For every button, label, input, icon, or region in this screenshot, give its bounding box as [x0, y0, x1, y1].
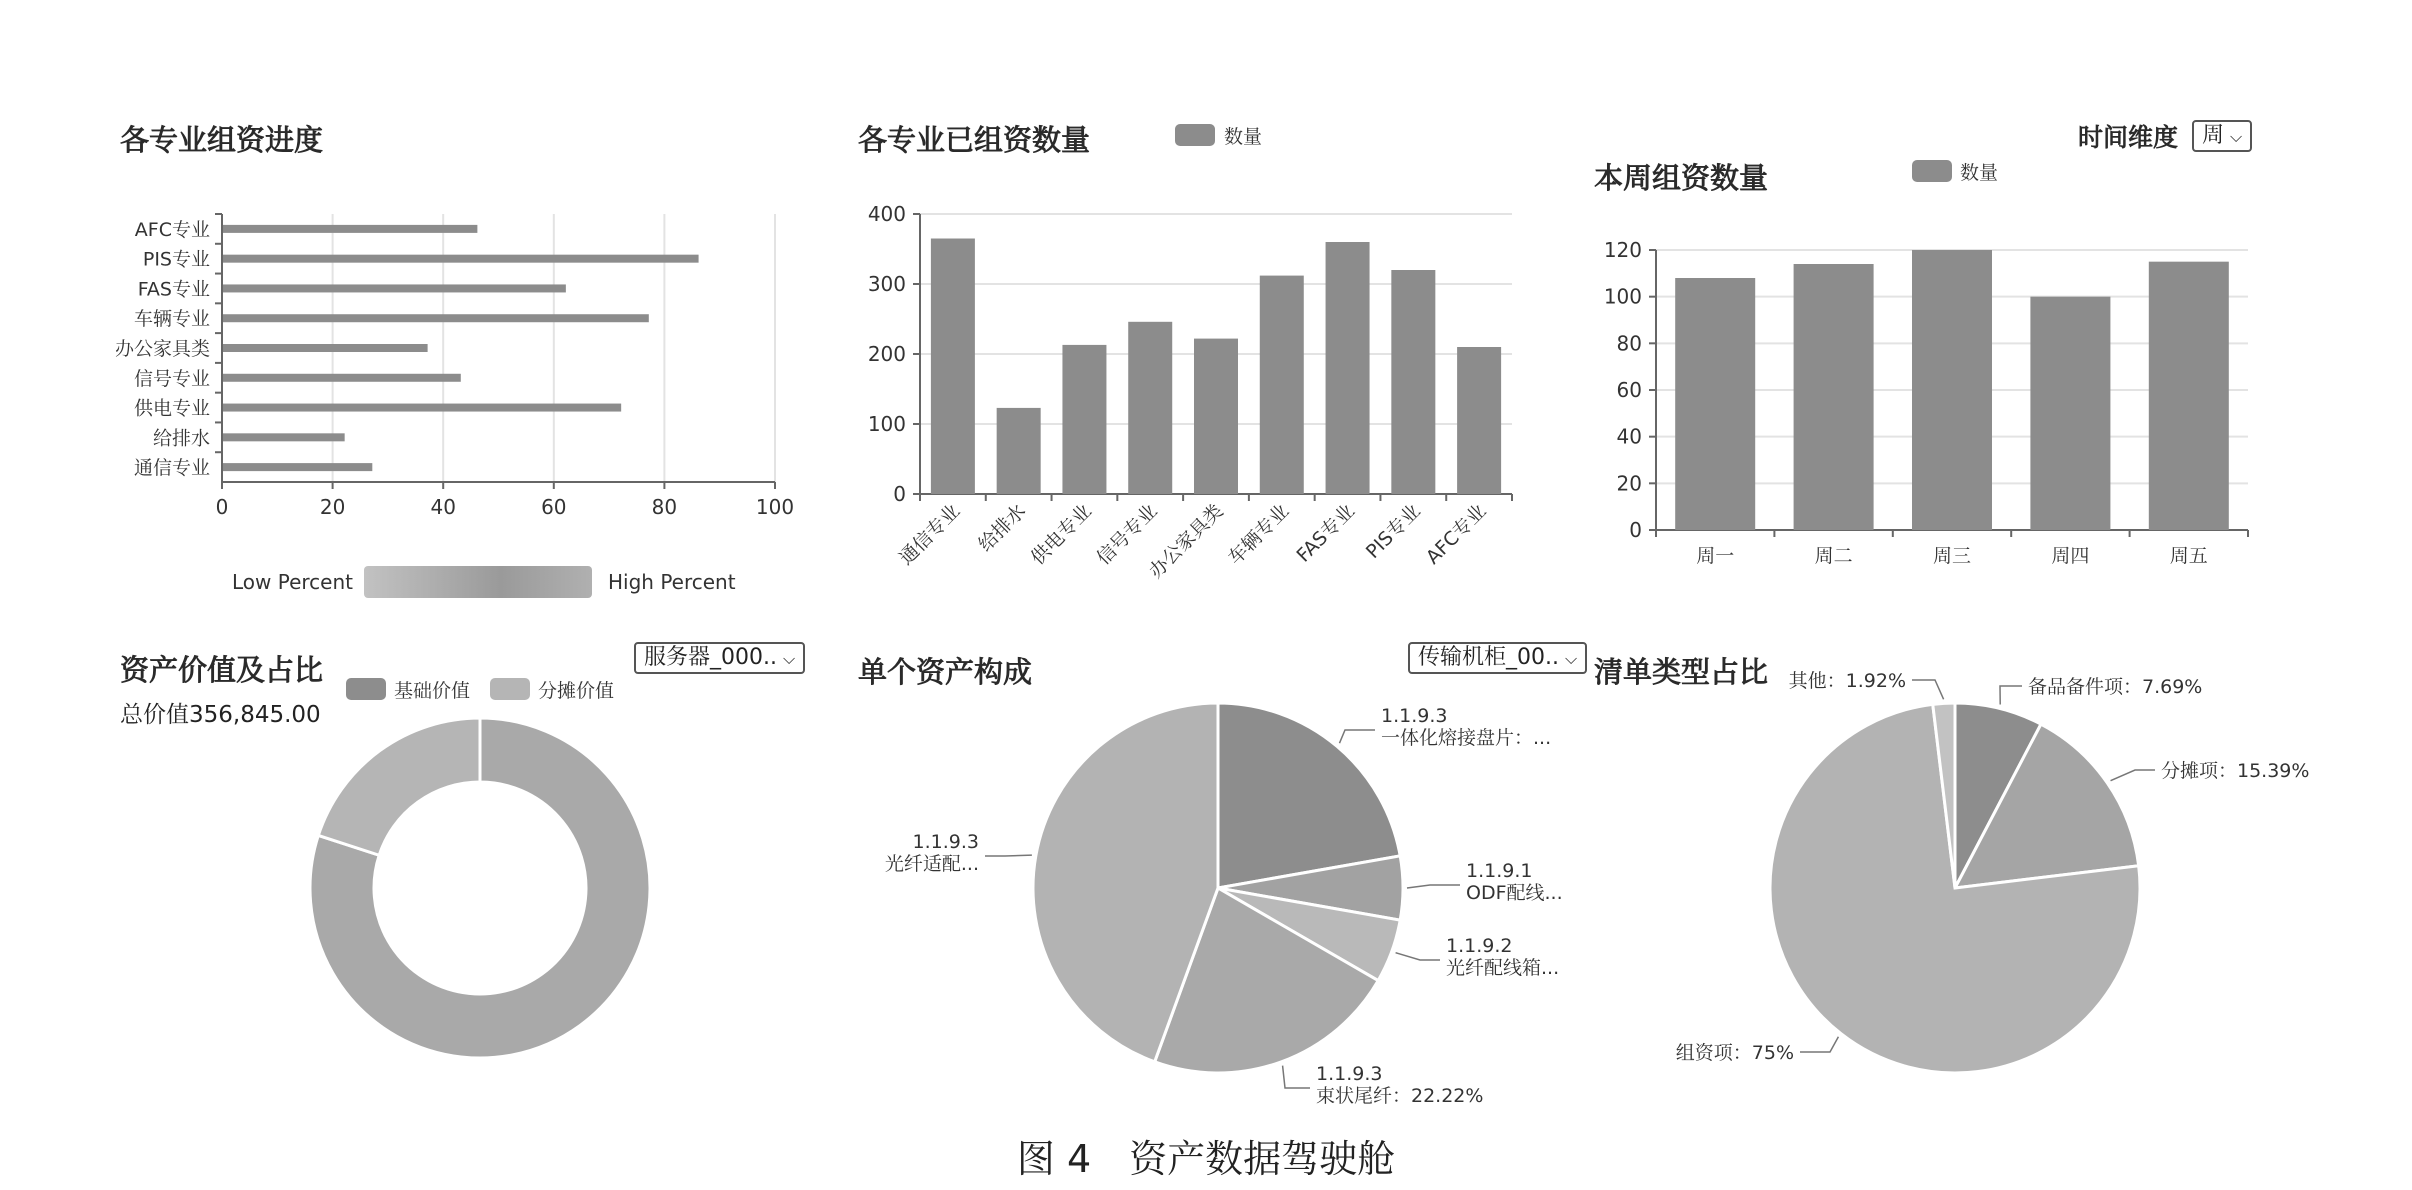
slice-label: 1.1.9.1 — [1466, 860, 1533, 882]
slice-label: ODF配线... — [1466, 882, 1563, 904]
y-tick-label: 100 — [1603, 284, 1642, 309]
y-tick-label: 车辆专业 — [133, 308, 210, 331]
panel2-title: 各专业已组资数量 — [858, 123, 1091, 157]
x-tick-label: 信号专业 — [1092, 499, 1162, 570]
chevron-down-icon: ⌵ — [1564, 649, 1578, 668]
x-tick-label: FAS专业 — [1292, 499, 1360, 567]
slice-label: 1.1.9.3 — [912, 831, 979, 853]
x-tick-label: 100 — [755, 495, 795, 519]
cabinet-asset-value: 传输机柜_00.. — [1418, 645, 1559, 670]
chevron-down-icon: ⌵ — [782, 649, 796, 668]
time-dimension-value: 周 — [2202, 123, 2225, 148]
y-tick-label: 0 — [1629, 518, 1642, 542]
x-tick-label: PIS专业 — [1361, 499, 1425, 564]
y-tick-label: 60 — [1616, 378, 1642, 402]
y-tick-label: 120 — [1603, 238, 1642, 262]
y-tick-label: 40 — [1616, 424, 1642, 449]
x-tick-label: 周二 — [1814, 545, 1853, 567]
panel2-legend-label[interactable]: 数量 — [1224, 126, 1263, 148]
x-tick-label: 0 — [215, 495, 229, 519]
y-tick-label: PIS专业 — [142, 248, 210, 271]
figure-caption: 图 4 资产数据驾驶舱 — [1016, 1137, 1396, 1181]
x-tick-label: 周三 — [1932, 545, 1972, 567]
slice-label: 束状尾纤：22.22% — [1316, 1085, 1484, 1107]
server-asset-value: 服务器_000.. — [644, 645, 777, 670]
y-tick-label: 给排水 — [152, 427, 210, 450]
slice-label: 其他：1.92% — [1788, 670, 1906, 692]
slice-label: 1.1.9.2 — [1446, 935, 1513, 957]
y-tick-label: 300 — [867, 272, 906, 296]
y-tick-label: 200 — [867, 342, 906, 366]
x-tick-label: AFC专业 — [1421, 499, 1491, 569]
panel4-title: 资产价值及占比 — [120, 653, 324, 687]
y-tick-label: 0 — [893, 482, 906, 506]
label-leader-line — [1912, 680, 1944, 699]
x-tick-label: 周一 — [1696, 545, 1735, 567]
visual-map-high-label: High Percent — [608, 570, 736, 594]
slice-label: 1.1.9.3 — [1381, 705, 1448, 727]
x-tick-label: 周五 — [2169, 545, 2208, 567]
panel3-legend-label[interactable]: 数量 — [1960, 162, 1999, 184]
y-tick-label: 办公家具类 — [114, 338, 210, 360]
x-tick-label: 20 — [319, 495, 346, 519]
y-tick-label: 信号专业 — [133, 367, 210, 390]
y-tick-label: AFC专业 — [134, 218, 210, 241]
panel6-title: 清单类型占比 — [1594, 655, 1769, 689]
chevron-down-icon: ⌵ — [2230, 127, 2243, 146]
total-value: 总价值356,845.00 — [120, 702, 321, 728]
y-tick-label: 通信专业 — [133, 457, 210, 480]
slice-label: 1.1.9.3 — [1316, 1063, 1383, 1085]
x-tick-label: 车辆专业 — [1224, 499, 1294, 570]
label-leader-line — [2111, 770, 2155, 781]
y-tick-label: 供电专业 — [133, 397, 210, 420]
y-tick-label: 80 — [1616, 331, 1642, 356]
x-tick-label: 周四 — [2051, 545, 2090, 567]
slice-label: 光纤配线箱... — [1446, 957, 1560, 979]
legend-label-base-value[interactable]: 基础价值 — [394, 680, 471, 702]
label-leader-line — [1800, 1037, 1838, 1052]
y-tick-label: 100 — [867, 412, 906, 436]
slice-label: 组资项：75% — [1675, 1042, 1794, 1064]
x-tick-label: 通信专业 — [895, 499, 965, 570]
slice-label: 备品备件项：7.69% — [2028, 676, 2203, 698]
y-tick-label: 400 — [867, 202, 906, 226]
x-tick-label: 办公家具类 — [1144, 499, 1228, 583]
time-dimension-label: 时间维度 — [2078, 123, 2179, 152]
panel1-title: 各专业组资进度 — [120, 123, 324, 157]
panel3-title: 本周组资数量 — [1594, 161, 1769, 195]
slice-label: 一体化熔接盘片：... — [1381, 727, 1552, 749]
visual-map-low-label: Low Percent — [232, 570, 353, 594]
panel5-title: 单个资产构成 — [858, 655, 1033, 689]
label-leader-line — [2000, 686, 2022, 704]
x-tick-label: 40 — [430, 495, 456, 519]
slice-label: 光纤适配... — [884, 853, 979, 875]
y-tick-label: 20 — [1616, 471, 1642, 496]
slice-label: 分摊项：15.39% — [2161, 760, 2310, 782]
x-tick-label: 给排水 — [974, 499, 1031, 556]
x-tick-label: 60 — [541, 495, 567, 519]
x-tick-label: 供电专业 — [1026, 499, 1096, 570]
legend-label-allocated-value[interactable]: 分摊价值 — [538, 680, 615, 702]
x-tick-label: 80 — [651, 495, 678, 519]
y-tick-label: FAS专业 — [137, 278, 210, 301]
